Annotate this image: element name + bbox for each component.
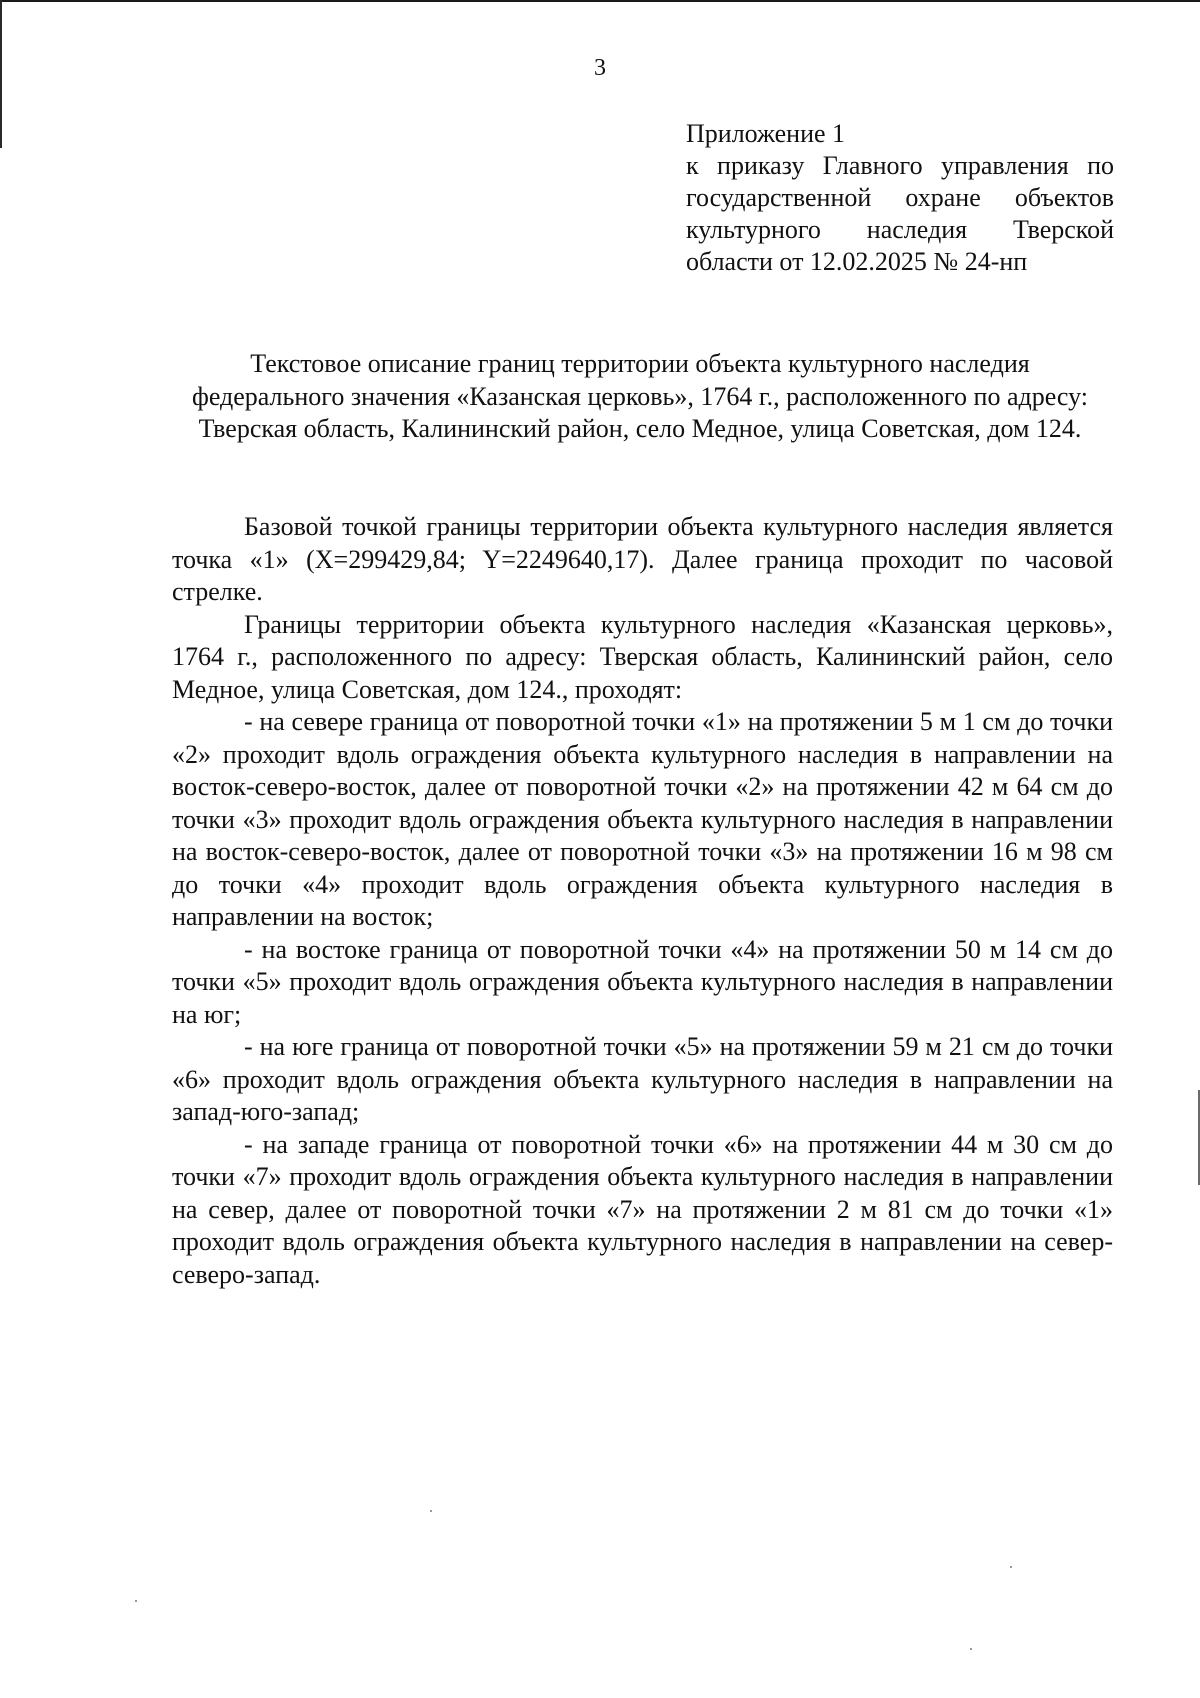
scan-edge-top [0, 0, 1200, 2]
appendix-header [686, 118, 1114, 278]
scan-speck [1010, 1566, 1012, 1568]
appendix-reference: к приказу Главного управления по государственной охране объектов культурного наследия Тверской области от 12.02.2025 № 24-нп [686, 151, 1114, 276]
scan-speck [430, 1510, 432, 1512]
paragraph-boundaries-intro: Границы территории объекта культурного наследия «Казанская церковь», 1764 г., расположенного по адресу: Тверская область, Калининский район, село Медное, улица Советская, дом 124., проходят: [172, 609, 1113, 704]
scan-speck [135, 1600, 137, 1602]
paragraph-base-point: Базовой точкой границы территории объекта культурного наследия является точка «1» (X=299429,84; Y=2249640,17). Далее граница проходит по часовой стрелке. [172, 512, 1113, 606]
appendix-title: Приложение 1 [686, 119, 846, 148]
document-title: Текстовое описание границ территории объекта культурного наследия федерального значения «Казанская церковь», 1764 г., расположенного по адресу: Тверская область, Калининский район, село Медное, улица Советская, дом 124. [191, 349, 1089, 443]
paragraph-west: - на западе граница от поворотной точки «6» на протяжении 44 м 30 см до точки «7» проходит вдоль ограждения объекта культурного наследия в направлении на север, далее от поворотной точки «7» на протяжении 2 м 81 см до точки «1» проходит вдоль ограждения объекта культурного наследия в направлении на север-северо-запад. [172, 1129, 1113, 1289]
page-number: 3 [594, 55, 606, 81]
paragraph-south: - на юге граница от поворотной точки «5» на протяжении 59 м 21 см до точки «6» проходит вдоль ограждения объекта культурного наследия в направлении на запад-юго-запад; [172, 1032, 1113, 1126]
paragraph-north: - на севере граница от поворотной точки «1» на протяжении 5 м 1 см до точки «2» проходит вдоль ограждения объекта культурного наследия в направлении на восток-северо-восток, далее от поворотной точки «2» на протяжении 42 м 64 см до точки «3» проходит вдоль ограждения объекта культурного наследия в направлении на восток-северо-восток, далее от поворотной точки «3» на протяжении 16 м 98 см до точки «4» проходит вдоль ограждения объекта культурного наследия в направлении на восток; [172, 707, 1113, 931]
scan-speck [970, 1648, 972, 1650]
document-body [172, 511, 1113, 1291]
paragraph-east: - на востоке граница от поворотной точки «4» на протяжении 50 м 14 см до точки «5» проходит вдоль ограждения объекта культурного наследия в направлении на юг; [172, 934, 1113, 1029]
